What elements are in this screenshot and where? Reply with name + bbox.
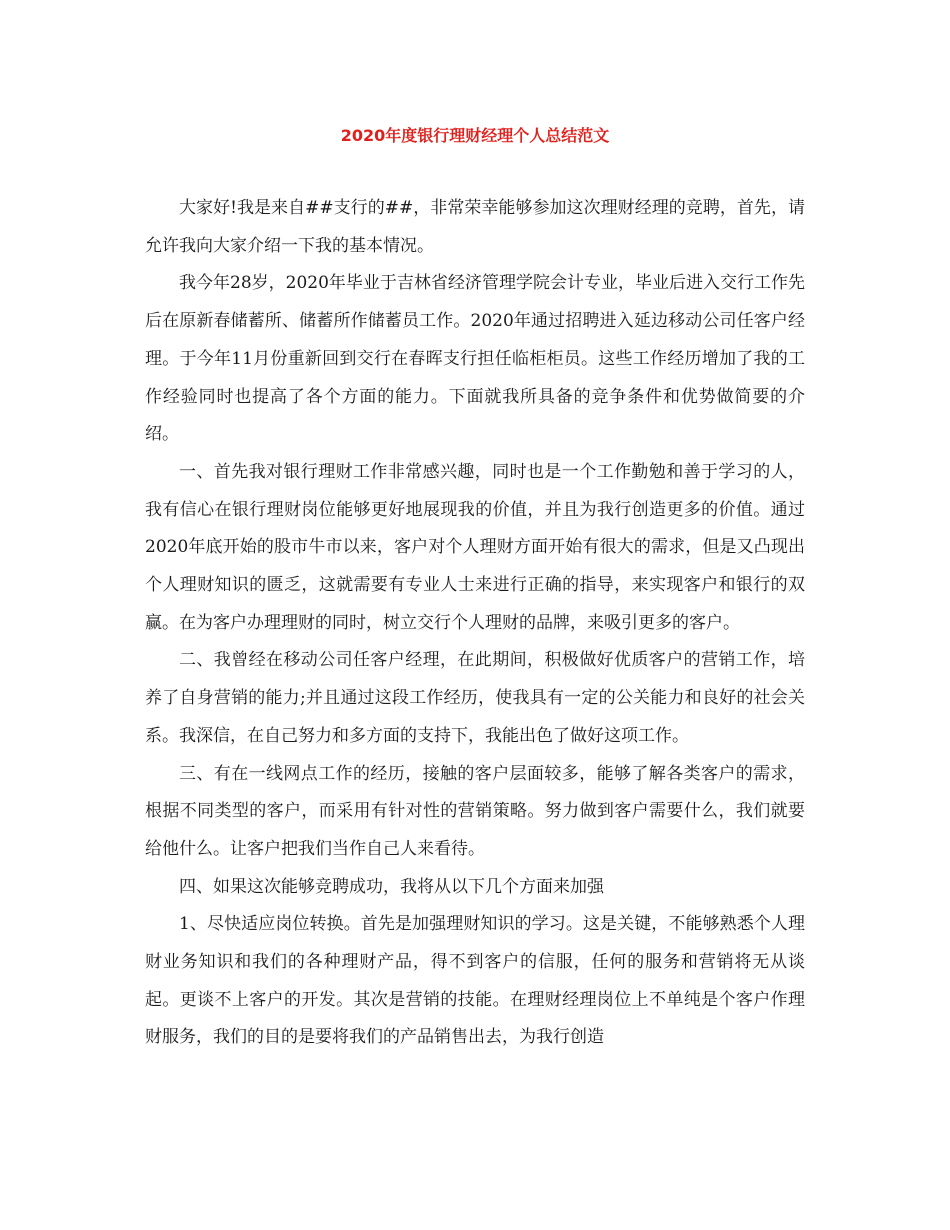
document-body: [145, 190, 805, 1057]
paragraph-point-two: 二、我曾经在移动公司任客户经理，在此期间，积极做好优质客户的营销工作，培养了自身营销的能力;并且通过这段工作经历，使我具有一定的公关能力和良好的社会关系。我深信，在自己努力和多方面的支持下，我能出色了做好这项工作。: [145, 650, 805, 746]
paragraph-item-one: 1、尽快适应岗位转换。首先是加强理财知识的学习。这是关键，不能够熟悉个人理财业务知识和我们的各种理财产品，得不到客户的信服，任何的服务和营销将无从谈起。更谈不上客户的开发。其次是营销的技能。在理财经理岗位上不单纯是个客户作理财服务，我们的目的是要将我们的产品销售出去，为我行创造: [145, 914, 805, 1048]
paragraph-point-three: 三、有在一线网点工作的经历，接触的客户层面较多，能够了解各类客户的需求，根据不同类型的客户，而采用有针对性的营销策略。努力做到客户需要什么，我们就要给他什么。让客户把我们当作自己人来看待。: [145, 763, 805, 859]
document-title: 2020年度银行理财经理个人总结范文: [340, 126, 610, 145]
paragraph-point-one: 一、首先我对银行理财工作非常感兴趣，同时也是一个工作勤勉和善于学习的人，我有信心在银行理财岗位能够更好地展现我的价值，并且为我行创造更多的价值。通过2020年底开始的股市牛市以来，客户对个人理财方面开始有很大的需求，但是又凸现出个人理财知识的匮乏，这就需要有专业人士来进行正确的指导，来实现客户和银行的双赢。在为客户办理理财的同时，树立交行个人理财的品牌，来吸引更多的客户。: [145, 461, 805, 633]
paragraph-background: 我今年28岁，2020年毕业于吉林省经济管理学院会计专业，毕业后进入交行工作先后在原新春储蓄所、储蓄所作储蓄员工作。2020年通过招聘进入延边移动公司任客户经理。于今年11月份重新回到交行在春晖支行担任临柜柜员。这些工作经历增加了我的工作经验同时也提高了各个方面的能力。下面就我所具备的竞争条件和优势做简要的介绍。: [145, 273, 805, 445]
paragraph-point-four: 四、如果这次能够竞聘成功，我将从以下几个方面来加强: [179, 876, 604, 897]
paragraph-greeting: 大家好!我是来自##支行的##，非常荣幸能够参加这次理财经理的竞聘，首先，请允许我向大家介绍一下我的基本情况。: [145, 198, 805, 256]
